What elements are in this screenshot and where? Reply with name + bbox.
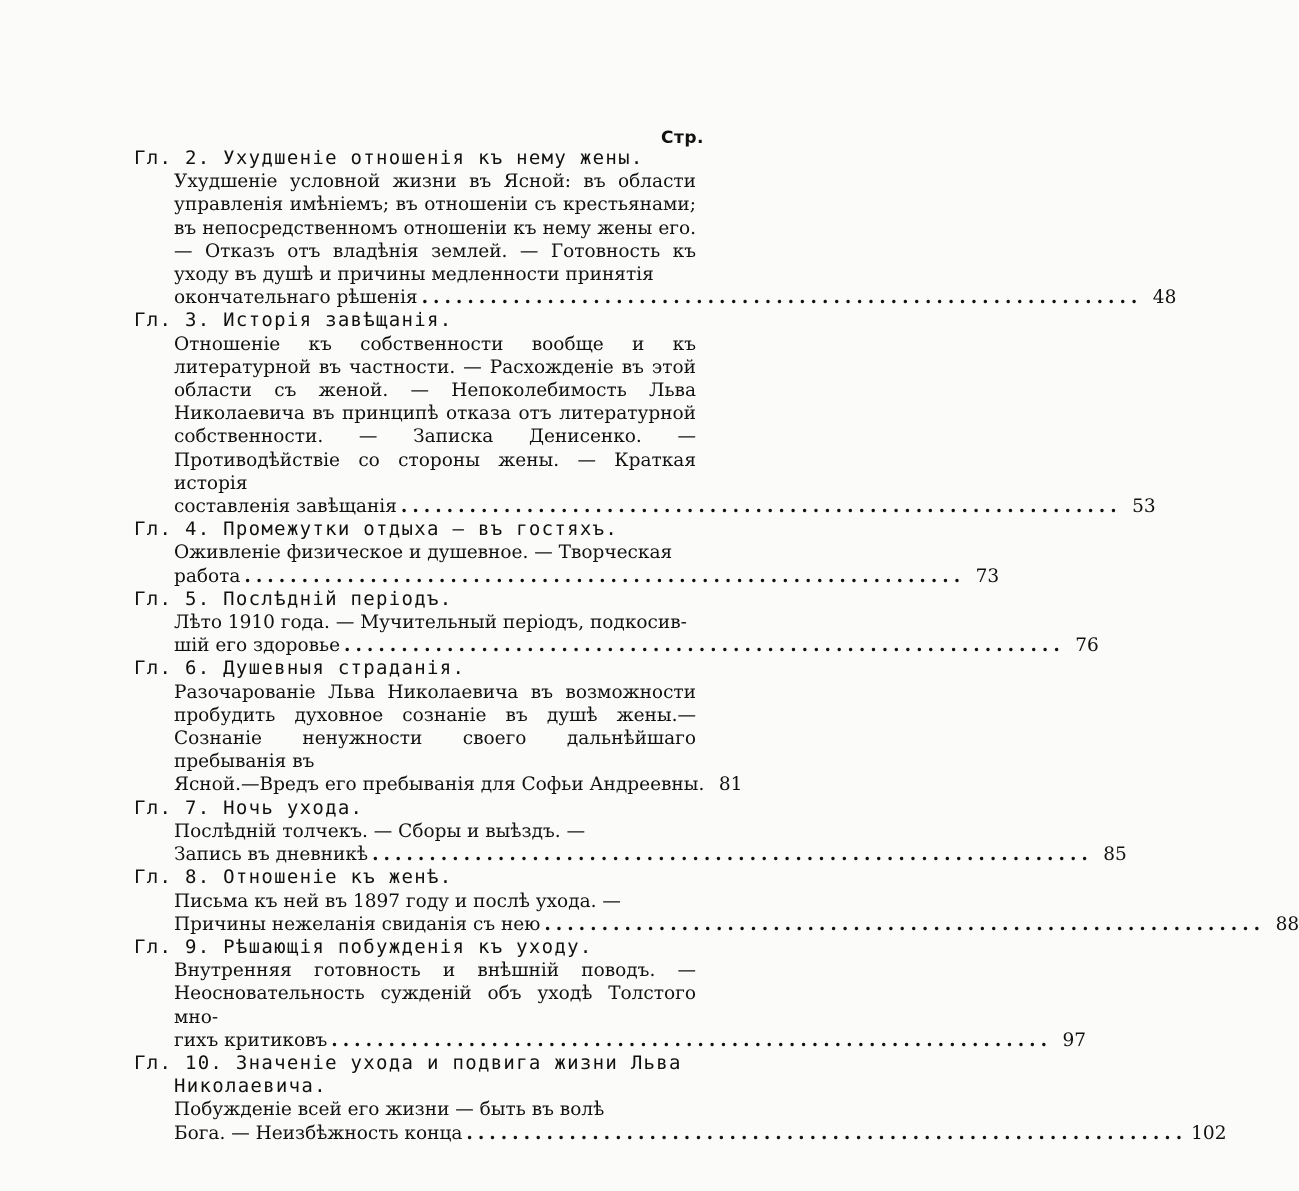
chapter-summary: Внутренняя готовность и внѣшній поводъ. — Неосновательность сужденій объ уходѣ Толстого мно-: [174, 960, 696, 1028]
dot-leader: ...............................................................: [244, 565, 966, 587]
page-number: 53: [1132, 496, 1156, 518]
toc-entry: [134, 587, 1099, 658]
chapter-title: Гл. 2. Ухудшеніе отношенія къ нему жены.: [134, 147, 644, 169]
chapter-description: [134, 611, 1099, 657]
chapter-summary: Разочарованіе Льва Николаевича въ возможности пробудить духовное сознаніе въ душѣ жены.— Сознаніе ненужности своего дальнѣйшаго пребыванія въ: [174, 681, 696, 773]
chapter-summary: Оживленіе физическое и душевное. — Творческая: [174, 542, 673, 564]
toc-entry: [134, 935, 1087, 1052]
page-number: 48: [1152, 287, 1177, 309]
toc-leader-line: [174, 495, 1156, 518]
toc-entry: [134, 309, 1156, 518]
chapter-title: Гл. 5. Послѣдній періодъ.: [134, 587, 453, 610]
dot-leader: ...............................................................: [372, 844, 1093, 866]
chapter-description: [134, 959, 1087, 1052]
page-number: 102: [1191, 1122, 1227, 1144]
page-number: 73: [975, 565, 1000, 587]
table-of-contents: [134, 147, 1299, 1145]
toc-entry: [134, 147, 1177, 309]
toc-leader-line: [174, 565, 1000, 588]
toc-entry: [134, 518, 1000, 588]
chapter-summary: Письма къ ней въ 1897 году и послѣ ухода. —: [174, 890, 621, 912]
toc-leader-line: [174, 286, 1177, 309]
chapter-summary-end: окончательнаго рѣшенія: [174, 287, 418, 309]
chapter-title: Гл. 4. Промежутки отдыха — въ гостяхъ.: [134, 518, 619, 541]
chapter-description: [134, 1098, 1227, 1144]
dot-leader: ...............................................................: [344, 635, 1065, 657]
toc-leader-line: [174, 843, 1127, 866]
dot-leader: ...............................................................: [400, 496, 1122, 518]
toc-leader-line: [174, 913, 1299, 936]
toc-entry: [134, 657, 743, 796]
chapter-description: [134, 170, 1177, 309]
toc-leader-line: [174, 1029, 1087, 1052]
page-number: 81: [718, 774, 743, 796]
chapter-summary: Отношеніе къ собственности вообще и къ литературной въ частности. — Расхожденіе въ этой области съ женой. — Непоколебимость Льва Николаевича въ принципѣ отказа отъ литературной собственности. — Записка Денисенко. — Противодѣйствіе со стороны жены. — Краткая исторія: [174, 333, 696, 494]
chapter-description: [134, 333, 1156, 519]
toc-entry: [134, 796, 1127, 867]
chapter-summary: Послѣдній толчекъ. — Сборы и выѣздъ. —: [174, 820, 586, 842]
chapter-summary: Лѣто 1910 года. — Мучительный періодъ, подкосив-: [174, 612, 687, 634]
chapter-description: [134, 541, 1000, 587]
dot-leader: ...............................................................: [421, 287, 1143, 309]
chapter-description: [134, 681, 743, 797]
chapter-title: Гл. 8. Отношеніе къ женѣ.: [134, 866, 453, 889]
chapter-title: Гл. 10. Значеніе ухода и подвига жизни Льва Николаевича.: [134, 1051, 682, 1098]
toc-leader-line: [174, 1122, 1227, 1145]
chapter-summary: Ухудшеніе условной жизни въ Ясной: въ области управленія имѣніемъ; въ отношеніи съ крестьянами; въ непосредственномъ отношеніи къ нему жены его. — Отказъ отъ владѣнія землей. — Готовность къ уходу въ душѣ и причины медленности принятія: [174, 171, 696, 286]
chapter-description: [134, 890, 1299, 936]
chapter-title: Гл. 3. Исторія завѣщанія.: [134, 309, 453, 332]
dot-leader: ...............................................................: [331, 1029, 1053, 1051]
chapter-summary-end: Запись въ дневникѣ: [174, 844, 369, 866]
toc-entry: [134, 1051, 1227, 1145]
chapter-description: [134, 820, 1127, 866]
chapter-summary-end: Ясной.—Вредъ его пребыванія для Софьи Андреевны.: [174, 774, 705, 796]
page-number: 76: [1075, 635, 1099, 657]
page-number: 85: [1103, 844, 1127, 866]
chapter-summary-end: шій его здоровье: [174, 635, 341, 657]
page-column-header: Стр.: [661, 128, 704, 148]
chapter-title: Гл. 7. Ночь ухода.: [134, 796, 364, 819]
chapter-title: Гл. 9. Рѣшающія побужденія къ уходу.: [134, 935, 593, 958]
toc-leader-line: [174, 634, 1099, 657]
chapter-summary-end: составленія завѣщанія: [174, 496, 397, 518]
toc-entry: [134, 866, 1299, 936]
toc-leader-line: [174, 773, 743, 796]
dot-leader: ...............................................................: [466, 1122, 1188, 1144]
chapter-title: Гл. 6. Душевныя страданія.: [134, 657, 466, 680]
chapter-summary: Побужденіе всей его жизни — быть въ волѣ: [174, 1099, 605, 1121]
chapter-summary-end: Бога. — Неизбѣжность конца: [174, 1122, 463, 1144]
chapter-summary-end: работа: [174, 565, 241, 587]
chapter-summary-end: гихъ критиковъ: [174, 1029, 328, 1051]
dot-leader: ...............................................................: [544, 913, 1266, 935]
chapter-summary-end: Причины нежеланія свиданія съ нею: [174, 913, 541, 935]
page-number: 88: [1275, 913, 1299, 935]
page-number: 97: [1062, 1029, 1087, 1051]
